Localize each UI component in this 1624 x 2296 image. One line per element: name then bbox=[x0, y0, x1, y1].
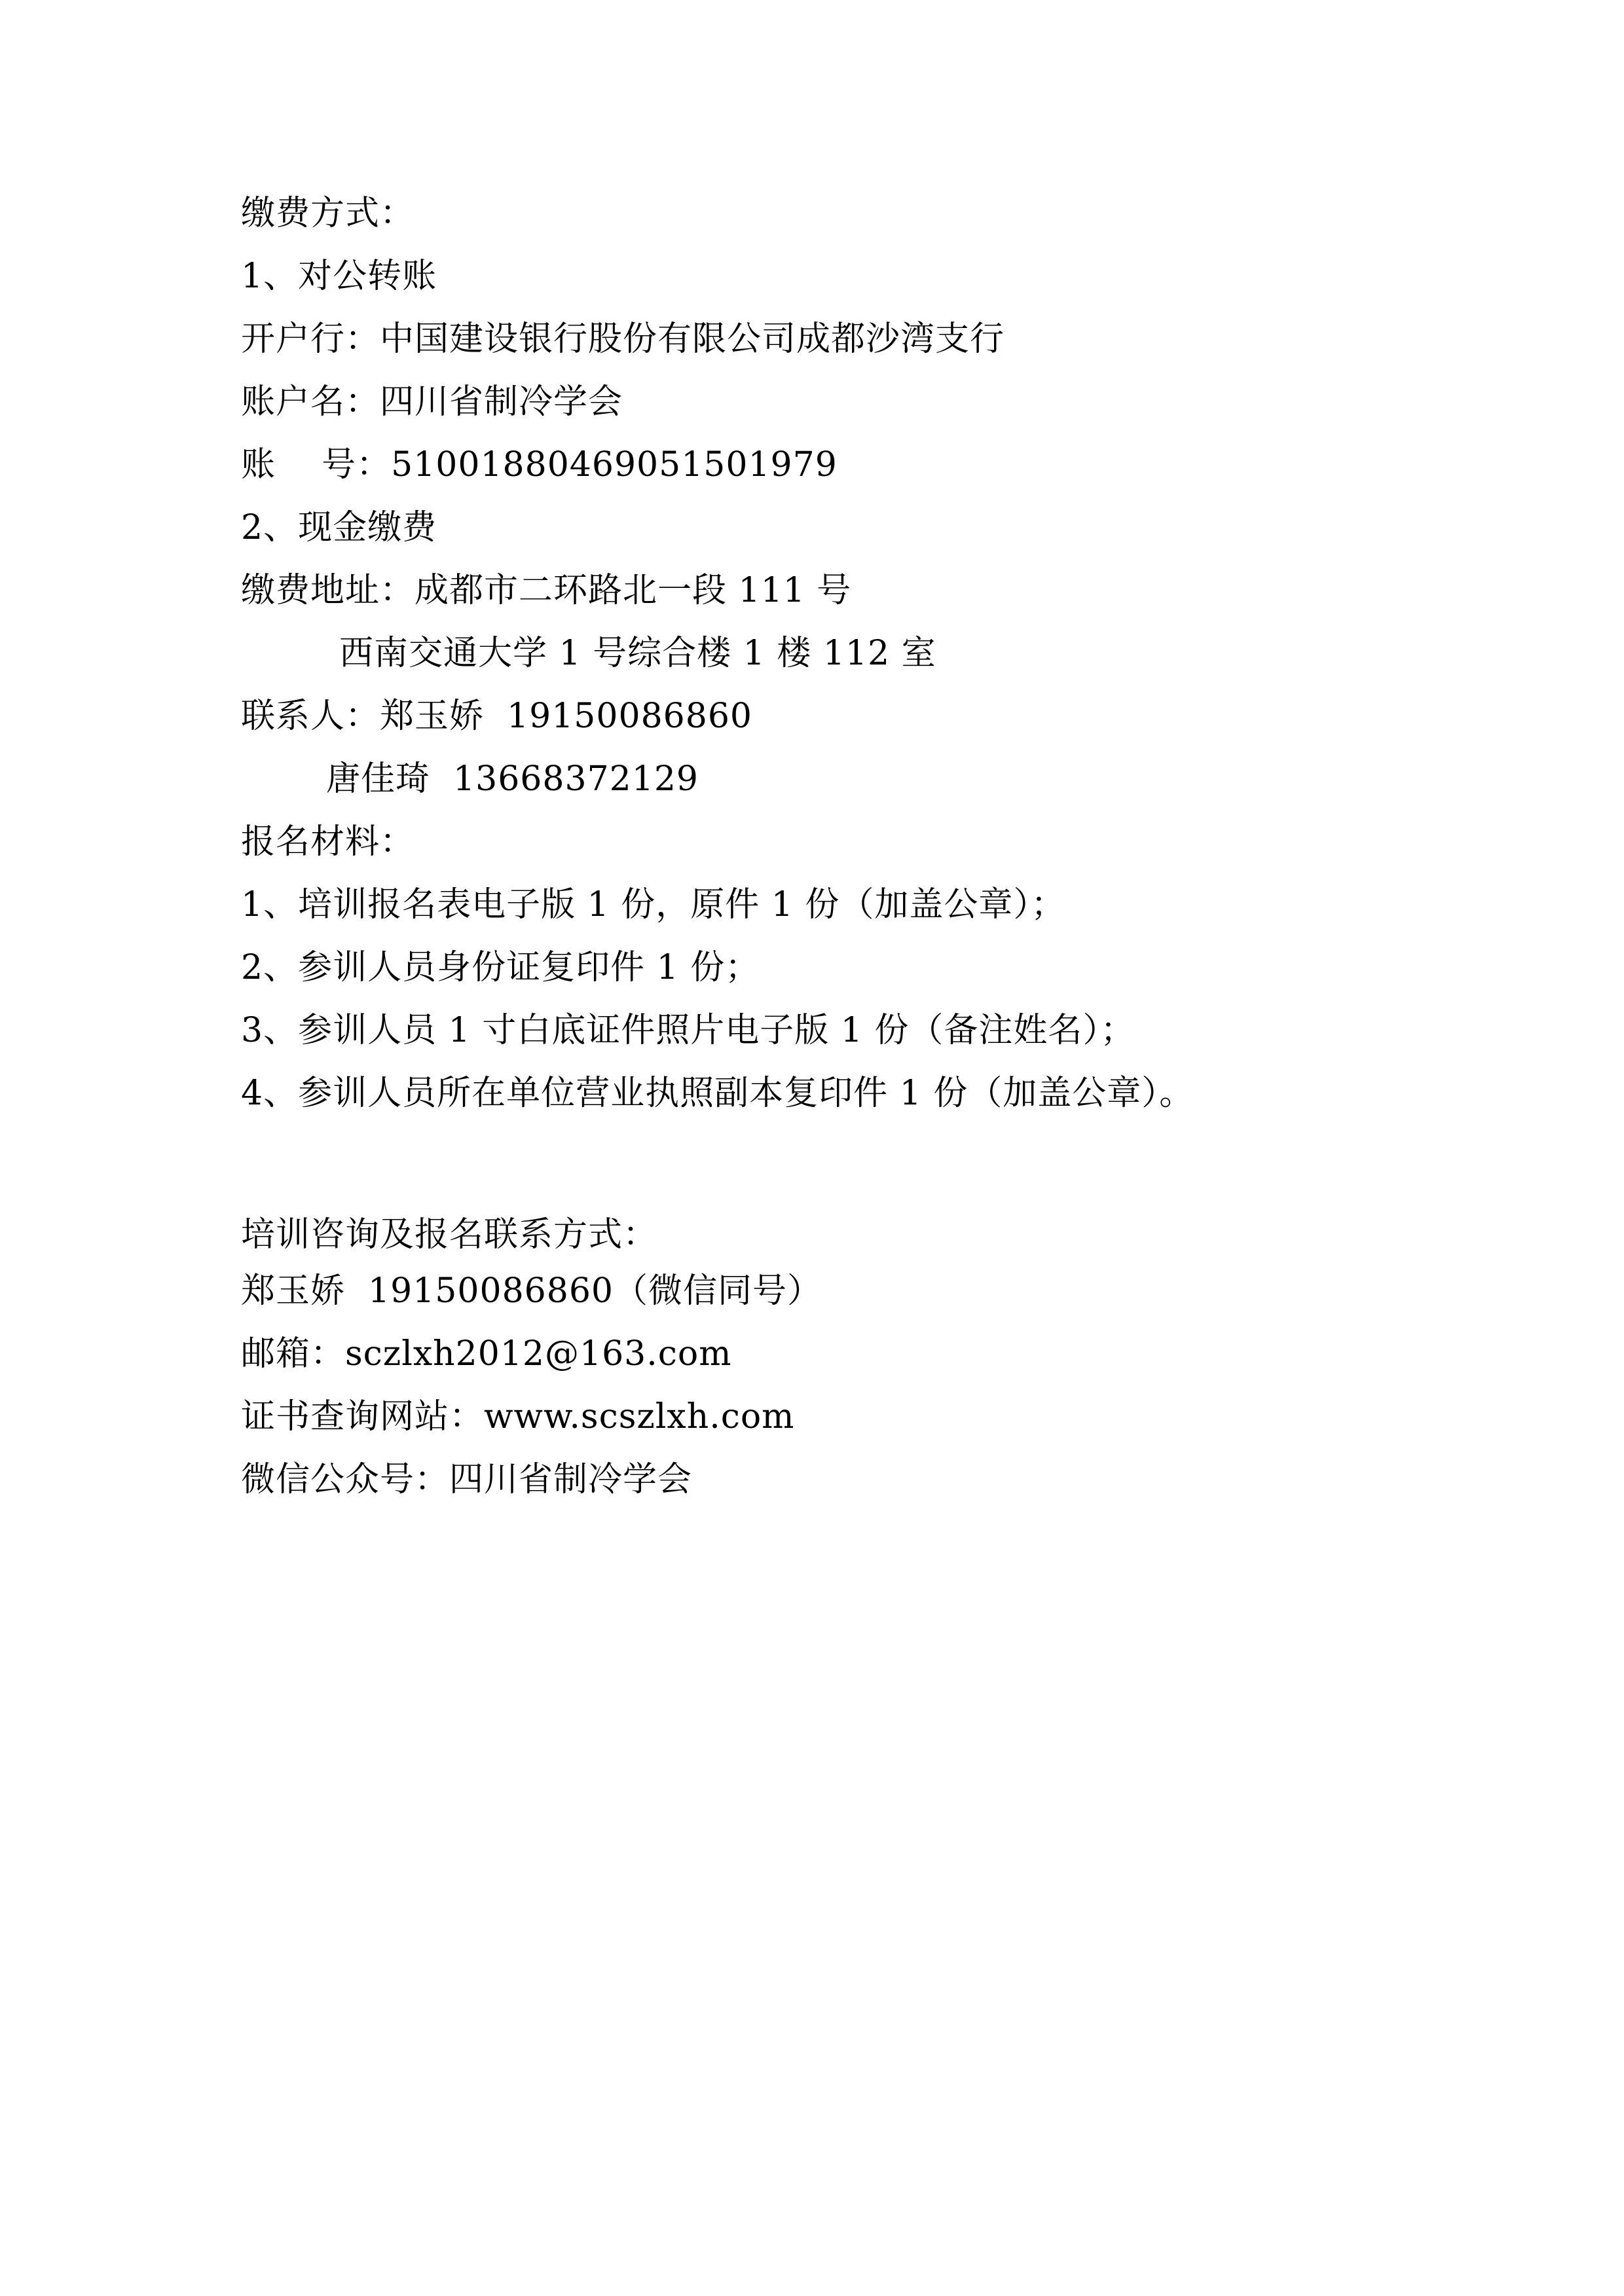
spacer bbox=[241, 922, 1388, 951]
materials-item-3: 3、参训人员 1 寸白底证件照片电子版 1 份（备注姓名）； bbox=[241, 1011, 1135, 1050]
spacer bbox=[241, 859, 1388, 888]
payment-contact-line-2: 唐佳琦 13668372129 bbox=[326, 759, 699, 799]
contact-wechat: 微信公众号：四川省制冷学会 bbox=[241, 1460, 693, 1499]
materials-item-2: 2、参训人员身份证复印件 1 份； bbox=[241, 948, 760, 987]
payment-address-line-1: 缴费地址：成都市二环路北一段 111 号 bbox=[241, 571, 852, 610]
payment-method-2: 2、现金缴费 bbox=[241, 508, 437, 547]
spacer bbox=[241, 796, 1388, 825]
payment-account-name-line: 账户名：四川省制冷学会 bbox=[241, 382, 623, 422]
spacer bbox=[241, 1371, 1388, 1400]
spacer bbox=[241, 356, 1388, 385]
document-body bbox=[241, 196, 1388, 1497]
spacer bbox=[241, 1434, 1388, 1463]
spacer bbox=[241, 545, 1388, 574]
spacer bbox=[241, 419, 1388, 448]
spacer bbox=[241, 733, 1388, 762]
spacer bbox=[241, 1308, 1388, 1337]
blank-line-spacer bbox=[241, 1110, 1388, 1189]
spacer bbox=[241, 230, 1388, 259]
payment-account-number-line: 账 号：51001880469051501979 bbox=[241, 445, 838, 484]
spacer bbox=[241, 1189, 1388, 1218]
contact-email: 邮箱：sczlxh2012@163.com bbox=[241, 1334, 732, 1374]
payment-address-line-2: 西南交通大学 1 号综合楼 1 楼 112 室 bbox=[339, 634, 936, 673]
spacer bbox=[241, 670, 1388, 699]
spacer bbox=[241, 608, 1388, 636]
spacer bbox=[241, 985, 1388, 1013]
contact-website: 证书查询网站：www.scszlxh.com bbox=[241, 1397, 795, 1436]
contact-heading: 培训咨询及报名联系方式： bbox=[241, 1215, 658, 1254]
payment-heading: 缴费方式： bbox=[241, 194, 415, 233]
payment-bank-line: 开户行：中国建设银行股份有限公司成都沙湾支行 bbox=[241, 319, 1005, 359]
contact-person: 郑玉娇 19150086860（微信同号） bbox=[241, 1271, 822, 1311]
spacer bbox=[241, 1252, 1388, 1274]
materials-item-1: 1、培训报名表电子版 1 份，原件 1 份（加盖公章）； bbox=[241, 885, 1066, 924]
materials-item-4: 4、参训人员所在单位营业执照副本复印件 1 份（加盖公章）。 bbox=[241, 1074, 1194, 1113]
spacer bbox=[241, 482, 1388, 511]
spacer bbox=[241, 1048, 1388, 1076]
materials-heading: 报名材料： bbox=[241, 822, 415, 862]
payment-method-1: 1、对公转账 bbox=[241, 257, 437, 296]
spacer bbox=[241, 293, 1388, 322]
payment-contact-line-1: 联系人：郑玉娇 19150086860 bbox=[241, 697, 752, 736]
